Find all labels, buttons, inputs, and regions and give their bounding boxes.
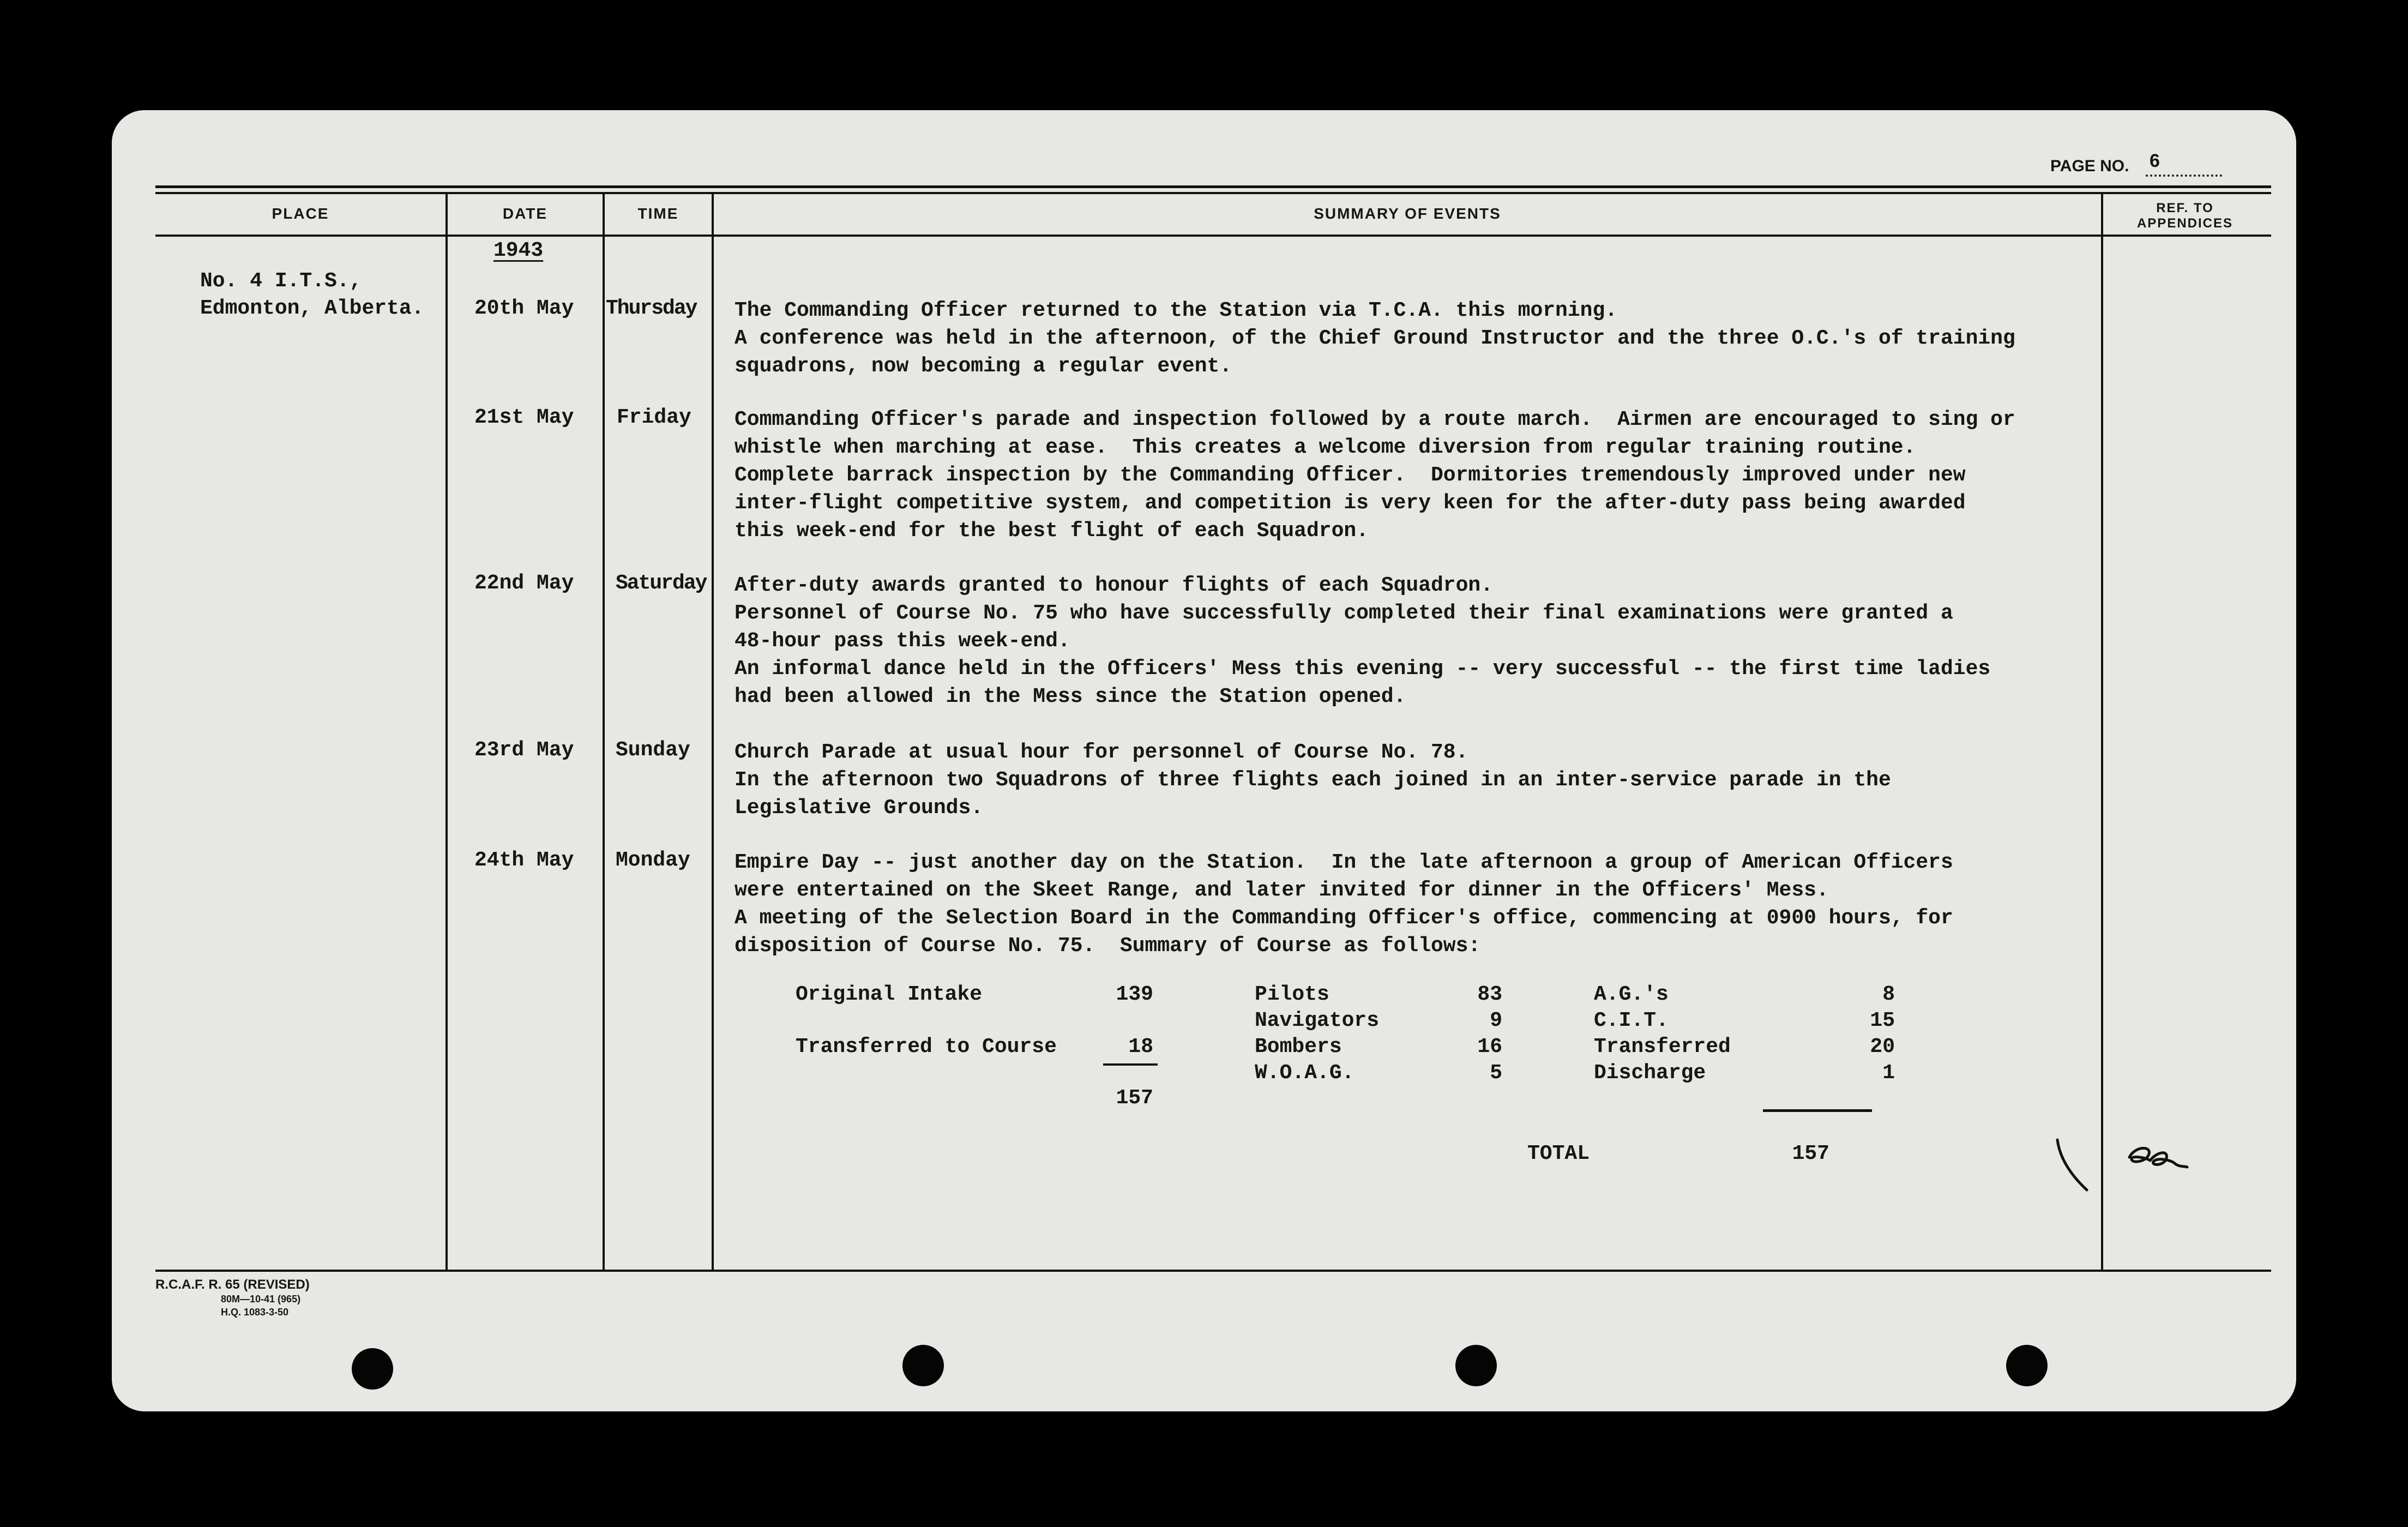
entry-text-line: Personnel of Course No. 75 who have successfully completed their final examinations were granted a	[735, 602, 1953, 625]
total-rule	[1763, 1109, 1872, 1112]
entry-text-line: Commanding Officer's parade and inspection followed by a route march. Airmen are encouraged to sing or	[735, 408, 2015, 431]
entry-day: Friday	[617, 406, 691, 429]
entry-date: 23rd May	[474, 738, 574, 762]
header-bottom-rule	[155, 235, 2271, 237]
trade-label: Navigators	[1255, 1009, 1380, 1032]
year-label: 1943	[493, 239, 544, 262]
header-appendices: APPENDICES	[2136, 216, 2234, 231]
trade-label: Pilots	[1255, 983, 1329, 1006]
entry-date: 21st May	[474, 406, 574, 429]
diary-form-card	[112, 110, 2296, 1411]
other-label: C.I.T.	[1594, 1009, 1669, 1032]
entry-text-line: Church Parade at usual hour for personnel of Course No. 78.	[735, 741, 1468, 764]
margin-check-mark	[2053, 1135, 2097, 1195]
entry-day: Sunday	[616, 738, 690, 762]
entry-text-line: 48-hour pass this week-end.	[735, 629, 1070, 653]
entry-text-line: squadrons, now becoming a regular event.	[735, 354, 1232, 378]
entry-text-line: Empire Day -- just another day on the Station. In the late afternoon a group of American Officers	[735, 851, 1953, 874]
entry-text-line: A conference was held in the afternoon, of the Chief Ground Instructor and the three O.C.'s of training	[735, 327, 2015, 350]
header-time: TIME	[637, 205, 679, 222]
form-print-run: 80M—10-41 (965)	[221, 1294, 301, 1304]
page-number-label: PAGE NO.	[2050, 157, 2129, 175]
header-summary-of-events: SUMMARY OF EVENTS	[1314, 205, 1501, 222]
entry-day: Monday	[616, 849, 690, 872]
binder-hole	[902, 1345, 944, 1386]
trade-value: 83	[1477, 983, 1502, 1006]
form-hq-reference: H.Q. 1083-3-50	[221, 1307, 289, 1318]
other-value: 1	[1882, 1061, 1895, 1085]
binder-hole	[2006, 1345, 2048, 1386]
course-subtotal-value: 157	[1116, 1086, 1153, 1110]
header-ref-to: REF. TO	[2156, 201, 2214, 215]
page-number-value: 6	[2150, 151, 2160, 171]
entry-date: 20th May	[474, 297, 574, 320]
trade-label: Bombers	[1255, 1035, 1342, 1059]
page-number-dotted-line	[2146, 175, 2222, 177]
place-line-2: Edmonton, Alberta.	[200, 297, 424, 320]
entry-text-line: The Commanding Officer returned to the Station via T.C.A. this morning.	[735, 299, 1618, 322]
trade-label: W.O.A.G.	[1255, 1061, 1354, 1085]
other-label: A.G.'s	[1594, 983, 1669, 1006]
other-value: 20	[1870, 1035, 1895, 1059]
form-number: R.C.A.F. R. 65 (REVISED)	[155, 1277, 310, 1292]
column-divider-summary-ref	[2101, 192, 2103, 1270]
entry-date: 22nd May	[474, 572, 574, 595]
trade-value: 9	[1490, 1009, 1502, 1032]
column-divider-date-time	[603, 192, 605, 1270]
entry-text-line: An informal dance held in the Officers' Mess this evening -- very successful -- the first time ladies	[735, 657, 1991, 681]
entry-text-line: After-duty awards granted to honour flights of each Squadron.	[735, 574, 1494, 597]
other-label: Discharge	[1594, 1061, 1706, 1085]
transferred-to-course-label: Transferred to Course	[796, 1035, 1057, 1059]
entry-text-line: were entertained on the Skeet Range, and later invited for dinner in the Officers' Mess.	[735, 879, 1829, 902]
entry-date: 24th May	[474, 849, 574, 872]
other-value: 15	[1870, 1009, 1895, 1032]
trade-value: 16	[1477, 1035, 1502, 1059]
entry-text-line: Legislative Grounds.	[735, 796, 984, 820]
trade-value: 5	[1490, 1061, 1502, 1085]
binder-hole	[352, 1348, 393, 1390]
subtotal-underline	[1103, 1063, 1158, 1066]
total-value: 157	[1792, 1142, 1829, 1165]
column-divider-time-summary	[712, 192, 714, 1270]
entry-day: Thursday	[606, 297, 697, 320]
column-divider-place-date	[446, 192, 448, 1270]
original-intake-value: 139	[1116, 983, 1153, 1006]
other-value: 8	[1882, 983, 1895, 1006]
binder-hole	[1455, 1345, 1497, 1386]
entry-text-line: Complete barrack inspection by the Commanding Officer. Dormitories tremendously improved under new	[735, 464, 1966, 487]
entry-text-line: whistle when marching at ease. This creates a welcome diversion from regular training routine.	[735, 436, 1916, 459]
transferred-to-course-value: 18	[1128, 1035, 1153, 1059]
table-bottom-rule	[155, 1270, 2271, 1272]
original-intake-label: Original Intake	[796, 983, 983, 1006]
other-label: Transferred	[1594, 1035, 1731, 1059]
entry-text-line: A meeting of the Selection Board in the Commanding Officer's office, commencing at 0900 hours, for	[735, 906, 1953, 930]
header-place: PLACE	[272, 205, 329, 222]
entry-text-line: disposition of Course No. 75. Summary of Course as follows:	[735, 934, 1481, 958]
signature-initials	[2118, 1135, 2206, 1185]
total-label: TOTAL	[1527, 1142, 1590, 1165]
header-date: DATE	[502, 205, 548, 222]
place-line-1: No. 4 I.T.S.,	[200, 269, 362, 293]
entry-day: Saturday	[616, 572, 707, 595]
top-double-rule-b	[155, 192, 2271, 194]
entry-text-line: this week-end for the best flight of each Squadron.	[735, 519, 1369, 543]
entry-text-line: inter-flight competitive system, and competition is very keen for the after-duty pass being awarded	[735, 491, 1966, 515]
top-double-rule-a	[155, 185, 2271, 188]
entry-text-line: In the afternoon two Squadrons of three flights each joined in an inter-service parade in the	[735, 768, 1891, 792]
entry-text-line: had been allowed in the Mess since the Station opened.	[735, 685, 1406, 708]
